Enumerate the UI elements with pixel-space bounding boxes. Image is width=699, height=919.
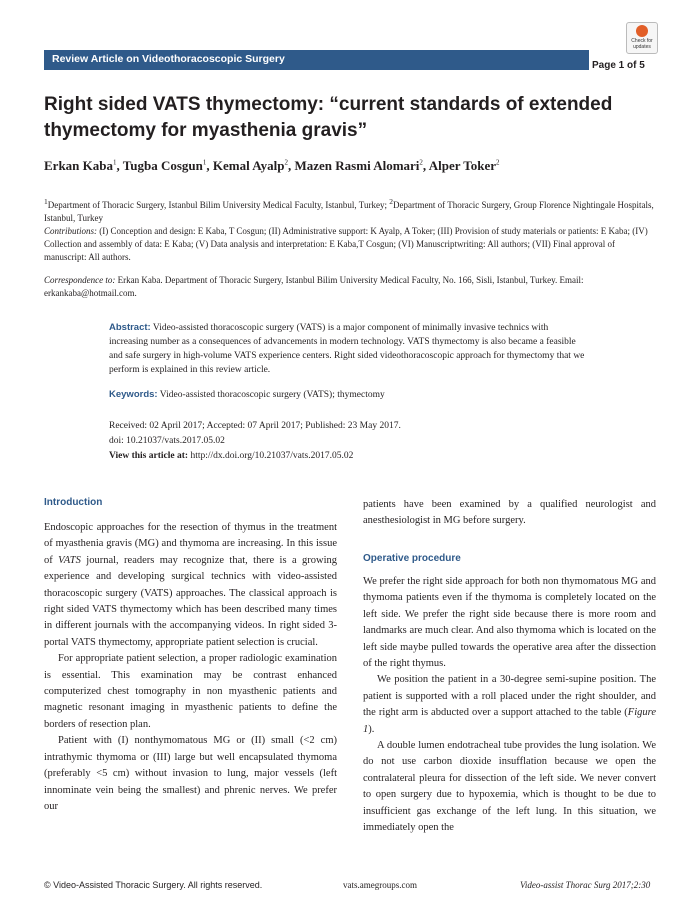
correspondence-label: Correspondence to: <box>44 275 116 285</box>
section-heading-operative-procedure: Operative procedure <box>363 553 461 564</box>
affil-sup: 2 <box>389 197 393 206</box>
paragraph <box>44 520 337 651</box>
doi: doi: 10.21037/vats.2017.05.02 <box>109 436 225 446</box>
category-label: Review Article on Videothoracoscopic Surgery <box>52 53 285 65</box>
text-run: We position the patient in a 30-degree semi-supine position. The patient is supported with a roll placed under the right shoulder, and the right arm is abducted over a support attached to the table ( <box>363 674 656 719</box>
paragraph: For appropriate patient selection, a proper radiologic examination is essential. This examination may be contrast enhanced computerized chest tomography in non myasthenic patients and magnetic resonant imaging in myasthenic patients to define the borders of resection plan. <box>44 653 337 730</box>
right-column <box>363 574 656 837</box>
figure-reference[interactable]: Figure 1 <box>363 707 656 735</box>
footer-copyright: © Video-Assisted Thoracic Surgery. All rights reserved. <box>44 880 263 890</box>
author-name: Erkan Kaba <box>44 158 113 173</box>
text-run: journal, readers may recognize that, there is a growing experience and developing surgical technics with video-assisted thoracoscopic surgery (VATS) approaches. The classical approach is right sided VATS thymectomy which has been described many times in different journals with the accompanying videos. In right sided 3-portal VATS thymectomy, appropriate patient selection is crucial. <box>44 554 337 648</box>
view-article-link[interactable]: http://dx.doi.org/10.21037/vats.2017.05.02 <box>190 451 354 461</box>
text-run: Endoscopic approaches for the resection of thymus in the treatment of myasthenia gravis (MG) and thymoma are increasing. In this issue of <box>44 522 337 566</box>
keywords <box>109 389 589 400</box>
paragraph: A double lumen endotracheal tube provides the lung isolation. We do not use carbon dioxide insufflation because we open the contralateral pleura for dissection of the left side. We never convert to open surgery due to hypoxemia, which is thought to be due to insufficient gas exchange of the left lung. In this situation, we immediately open the <box>363 740 656 834</box>
contributions <box>44 225 656 264</box>
check-updates-label: Check for updates <box>631 38 653 50</box>
correspondence <box>44 274 656 300</box>
abstract-text: Video-assisted thoracoscopic surgery (VATS) is a major component of minimally invasive technics with increasing number as a consequences of advancements in modern technology. VATS thymectomy is also became a feasible and safe surgery in high-volume VATS experience centers. Right sided videothoracoscopic approach for thymectomy that we perform is explained in this review article. <box>109 323 585 375</box>
paragraph: We prefer the right side approach for both non thymomatous MG and thymoma patients even if the thymoma is completely located on the left side. We prefer the right side because there is more room and landmarks are much clear. And also thymoma which is located on the left side maybe pulled towards the operative area after the dissection of the right thymus. <box>363 576 656 670</box>
abstract <box>109 321 589 377</box>
abstract-label: Abstract: <box>109 322 151 333</box>
category-banner <box>44 50 589 70</box>
contributions-label: Contributions: <box>44 226 98 236</box>
crossmark-icon <box>636 25 648 37</box>
author-name: Alper Toker <box>428 158 497 173</box>
author-name: Tugba Cosgun <box>122 158 203 173</box>
author-affil-sup: 2 <box>284 158 288 167</box>
correspondence-text: Erkan Kaba. Department of Thoracic Surgery, Istanbul Bilim University Medical Faculty, No. 166, Sisli, Istanbul, Turkey. Email: erkankaba@hotmail.com. <box>44 275 584 298</box>
affiliation-1: Department of Thoracic Surgery, Istanbul Bilim University Medical Faculty, Istanbul, Turkey; <box>47 200 387 210</box>
affiliation-2: Department of Thoracic Surgery, Group Florence Nightingale Hospitals, Istanbul, Turkey <box>44 200 654 223</box>
view-article-label: View this article at: <box>109 451 189 461</box>
contributions-text: (I) Conception and design: E Kaba, T Cosgun; (II) Administrative support: K Ayalp, A Toker; (III) Provision of study materials or patients: E Kaba; (IV) Collection and assembly of data: E Kaba; (V) Data analysis and interpretation: E Kaba,T Cosgun; (VI) Manuscriptwriting: All authors; (VII) Final approval of manuscript: All authors. <box>44 226 648 262</box>
affiliations <box>44 195 656 225</box>
author-list: Erkan Kaba$^1$, Tugba Cosgun$^1$, Kemal Ayalp$^2$, Mazen Rasmi Alomari$^2$, Alper Toker$^2$ <box>44 158 500 173</box>
author-affil-sup: 2 <box>419 158 423 167</box>
publication-dates: Received: 02 April 2017; Accepted: 07 April 2017; Published: 23 May 2017. <box>109 421 401 431</box>
left-column <box>44 520 337 815</box>
author-affil-sup: 2 <box>496 158 500 167</box>
paragraph <box>363 672 656 738</box>
affil-sup: 1 <box>44 197 48 206</box>
paragraph: Patient with (I) nonthymomatous MG or (II) small (<2 cm) intrathymic thymoma or (III) large but well encapsulated thymoma (preferably <5 cm) without invasion to lung, major vessels (left innominate vein being the smallest) and phrenic nerves. We prefer our <box>44 735 337 812</box>
author-name: Mazen Rasmi Alomari <box>294 158 420 173</box>
view-article <box>109 451 353 461</box>
article-title: Right sided VATS thymectomy: “current standards of extended thymectomy for myasthenia gravis” <box>44 94 613 141</box>
author-name: Kemal Ayalp <box>212 158 285 173</box>
text-run: ). <box>368 723 375 735</box>
section-heading-introduction: Introduction <box>44 497 103 508</box>
page-number: Page 1 of 5 <box>592 60 645 71</box>
author-affil-sup: 1 <box>202 158 207 167</box>
footer-citation: Video-assist Thorac Surg 2017;2:30 <box>520 880 651 890</box>
footer-site[interactable]: vats.amegroups.com <box>343 880 417 890</box>
keywords-text: Video-assisted thoracoscopic surgery (VATS); thymectomy <box>159 390 385 400</box>
check-for-updates-badge[interactable] <box>626 22 658 54</box>
right-column-continuation: patients have been examined by a qualified neurologist and anesthesiologist in MG before surgery. <box>363 499 656 527</box>
journal-name: VATS <box>58 554 81 566</box>
keywords-label: Keywords: <box>109 389 158 400</box>
author-affil-sup: 1 <box>113 158 117 167</box>
